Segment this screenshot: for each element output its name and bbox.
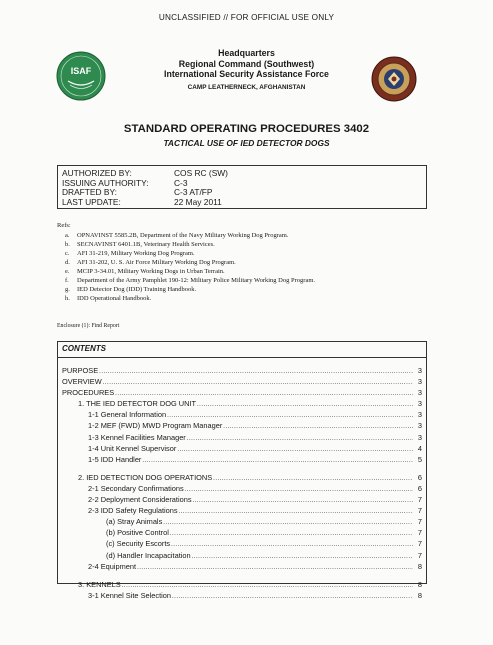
reference-text: AFI 31-202, U. S. Air Force Military Working Dog Program. <box>77 259 236 266</box>
toc-entry-title: 2-2 Deployment Considerations <box>88 495 192 505</box>
reference-item <box>57 240 457 249</box>
toc-entry[interactable] <box>62 562 422 573</box>
toc-entry[interactable] <box>62 580 422 591</box>
toc-entry-title: (c) Security Escorts <box>106 539 171 549</box>
toc-page-number: 6 <box>417 483 422 493</box>
toc-page-number: 7 <box>417 539 422 549</box>
toc-page-number: 8 <box>417 590 422 600</box>
reference-letter: d. <box>65 259 70 266</box>
toc-dot-leader <box>197 401 413 410</box>
reference-item <box>57 267 457 276</box>
contents-box <box>57 341 427 600</box>
toc-entry-title: 2-4 Equipment <box>88 561 137 571</box>
toc-entry-title: 3-1 Kennel Site Selection <box>88 590 171 600</box>
reference-item <box>57 276 457 285</box>
toc-dot-leader <box>171 541 413 550</box>
toc-dot-leader <box>99 368 413 377</box>
toc-page-number: 7 <box>417 550 422 560</box>
reference-text: OPNAVINST 5585.2B, Department of the Navy Military Working Dog Program. <box>77 232 289 239</box>
toc-entry[interactable] <box>62 506 422 517</box>
document-subtitle: TACTICAL USE OF IED DETECTOR DOGS <box>163 138 330 148</box>
header-line-3: International Security Assistance Force <box>164 69 329 79</box>
toc-dot-leader <box>170 530 413 539</box>
reference-item <box>57 249 457 258</box>
isaf-seal-text: ISAF <box>70 66 92 76</box>
toc-entry-title: (d) Handler Incapacitation <box>106 550 191 560</box>
reference-letter: g. <box>65 286 70 293</box>
toc-entry-title: 1-5 IDD Handler <box>88 454 142 464</box>
toc-entry[interactable] <box>62 421 422 432</box>
toc-page-number: 6 <box>417 472 422 482</box>
reference-text: MCIP 3-34.01, Military Working Dogs in Urban Terrain. <box>77 268 225 275</box>
header-location: CAMP LEATHERNECK, AFGHANISTAN <box>187 83 306 91</box>
toc-dot-leader <box>163 519 413 528</box>
toc-entry[interactable] <box>62 388 422 399</box>
toc-entry-title: PURPOSE <box>62 366 99 375</box>
toc-entry[interactable] <box>62 551 422 562</box>
references-section <box>57 222 457 303</box>
classification-marking: UNCLASSIFIED // FOR OFFICIAL USE ONLY <box>158 13 335 22</box>
authority-key: ISSUING AUTHORITY: <box>62 177 149 188</box>
authority-box <box>57 165 427 209</box>
toc-entry[interactable] <box>62 410 422 421</box>
contents-heading: CONTENTS <box>58 342 426 358</box>
toc-page-number: 3 <box>417 388 422 398</box>
toc-entry[interactable] <box>62 484 422 495</box>
toc-entry[interactable] <box>62 455 422 466</box>
reference-letter: b. <box>65 241 70 248</box>
authority-key: AUTHORIZED BY: <box>62 168 132 178</box>
toc-entry-title: 1-3 Kennel Facilities Manager <box>88 432 186 442</box>
reference-item <box>57 231 457 240</box>
toc-page-number: 8 <box>417 561 422 571</box>
references-list <box>57 231 457 303</box>
toc-dot-leader <box>193 497 413 506</box>
reference-letter: h. <box>65 295 70 302</box>
toc-dot-leader <box>185 486 413 495</box>
toc-entry-title: 1-1 General Information <box>88 410 167 420</box>
document-title: STANDARD OPERATING PROCEDURES 3402 <box>123 123 370 135</box>
toc-entry-title: (a) Stray Animals <box>106 517 163 527</box>
toc-dot-leader <box>213 475 413 484</box>
reference-item <box>57 294 457 303</box>
toc-entry[interactable] <box>62 495 422 506</box>
reference-text: IED Detector Dog (IDD) Training Handbook. <box>77 286 197 293</box>
toc-entry[interactable] <box>62 473 422 484</box>
toc-page-number: 4 <box>417 443 422 453</box>
toc-dot-leader <box>115 390 413 399</box>
toc-page-number: 3 <box>417 410 422 420</box>
table-of-contents <box>58 358 426 602</box>
toc-entry-title: 2. IED DETECTION DOG OPERATIONS <box>78 472 213 482</box>
toc-dot-leader <box>172 593 413 602</box>
toc-entry[interactable] <box>62 433 422 444</box>
toc-dot-leader <box>137 564 413 573</box>
toc-entry-title: PROCEDURES <box>62 388 115 398</box>
toc-dot-leader <box>167 412 413 421</box>
toc-entry-title: (b) Positive Control <box>106 528 169 538</box>
reference-text: SECNAVINST 6401.1B, Veterinary Health Services. <box>77 241 215 248</box>
toc-entry[interactable] <box>62 377 422 388</box>
reference-item <box>57 285 457 294</box>
reference-text: IDD Operational Handbook. <box>77 295 152 302</box>
document-header <box>0 48 493 91</box>
authority-value: 22 May 2011 <box>174 196 222 207</box>
toc-entry[interactable] <box>62 366 422 377</box>
reference-text: Department of the Army Pamphlet 190-12: Military Police Military Working Dog Program. <box>77 277 316 284</box>
toc-page-number: 3 <box>417 377 422 387</box>
toc-entry[interactable] <box>62 539 422 550</box>
header-line-1: Headquarters <box>218 48 275 58</box>
toc-dot-leader <box>187 435 413 444</box>
references-label: Refs: <box>57 222 71 229</box>
toc-dot-leader <box>142 457 413 466</box>
toc-entry[interactable] <box>62 444 422 455</box>
toc-page-number: 8 <box>417 579 422 589</box>
toc-entry-title: 3. KENNELS <box>78 579 121 589</box>
reference-letter: e. <box>65 268 70 275</box>
toc-dot-leader <box>192 553 413 562</box>
toc-entry[interactable] <box>62 591 422 602</box>
reference-letter: f. <box>65 277 69 284</box>
toc-page-number: 7 <box>417 528 422 538</box>
toc-dot-leader <box>223 423 413 432</box>
toc-entry-title: 2-3 IDD Safety Regulations <box>88 506 178 516</box>
toc-page-number: 3 <box>417 432 422 442</box>
toc-entry-title: 1-4 Unit Kennel Supervisor <box>88 443 177 453</box>
reference-letter: a. <box>65 232 70 239</box>
authority-row <box>62 198 422 208</box>
authority-value: C-3 <box>174 177 188 188</box>
toc-entry[interactable] <box>62 528 422 539</box>
toc-page-number: 7 <box>417 495 422 505</box>
toc-dot-leader <box>179 508 413 517</box>
toc-dot-leader <box>122 582 413 591</box>
reference-item <box>57 258 457 267</box>
toc-dot-leader <box>177 446 413 455</box>
toc-entry[interactable] <box>62 517 422 528</box>
enclosure-note: Enclosure (1): Find Report <box>57 323 120 329</box>
toc-page-number: 3 <box>417 399 422 409</box>
header-line-2: Regional Command (Southwest) <box>178 58 315 69</box>
toc-page-number: 5 <box>417 454 422 464</box>
toc-entry[interactable] <box>62 399 422 410</box>
authority-value: C-3 AT/FP <box>174 187 213 198</box>
toc-entry-title: 1-2 MEF (FWD) MWD Program Manager <box>88 421 223 431</box>
toc-page-number: 3 <box>417 421 422 431</box>
toc-page-number: 7 <box>417 506 422 516</box>
toc-entry-title: 1. THE IED DETECTOR DOG UNIT <box>78 399 196 409</box>
toc-dot-leader <box>103 379 413 388</box>
reference-text: AFI 31-219, Military Working Dog Program. <box>77 250 195 257</box>
authority-key: LAST UPDATE: <box>62 196 121 207</box>
toc-entry-title: OVERVIEW <box>62 377 102 387</box>
authority-value: COS RC (SW) <box>174 168 228 178</box>
authority-key: DRAFTED BY: <box>62 187 117 198</box>
toc-page-number: 3 <box>417 366 422 375</box>
reference-letter: c. <box>65 250 70 257</box>
toc-entry-title: 2-1 Secondary Confirmations <box>88 483 184 493</box>
toc-page-number: 7 <box>417 517 422 527</box>
